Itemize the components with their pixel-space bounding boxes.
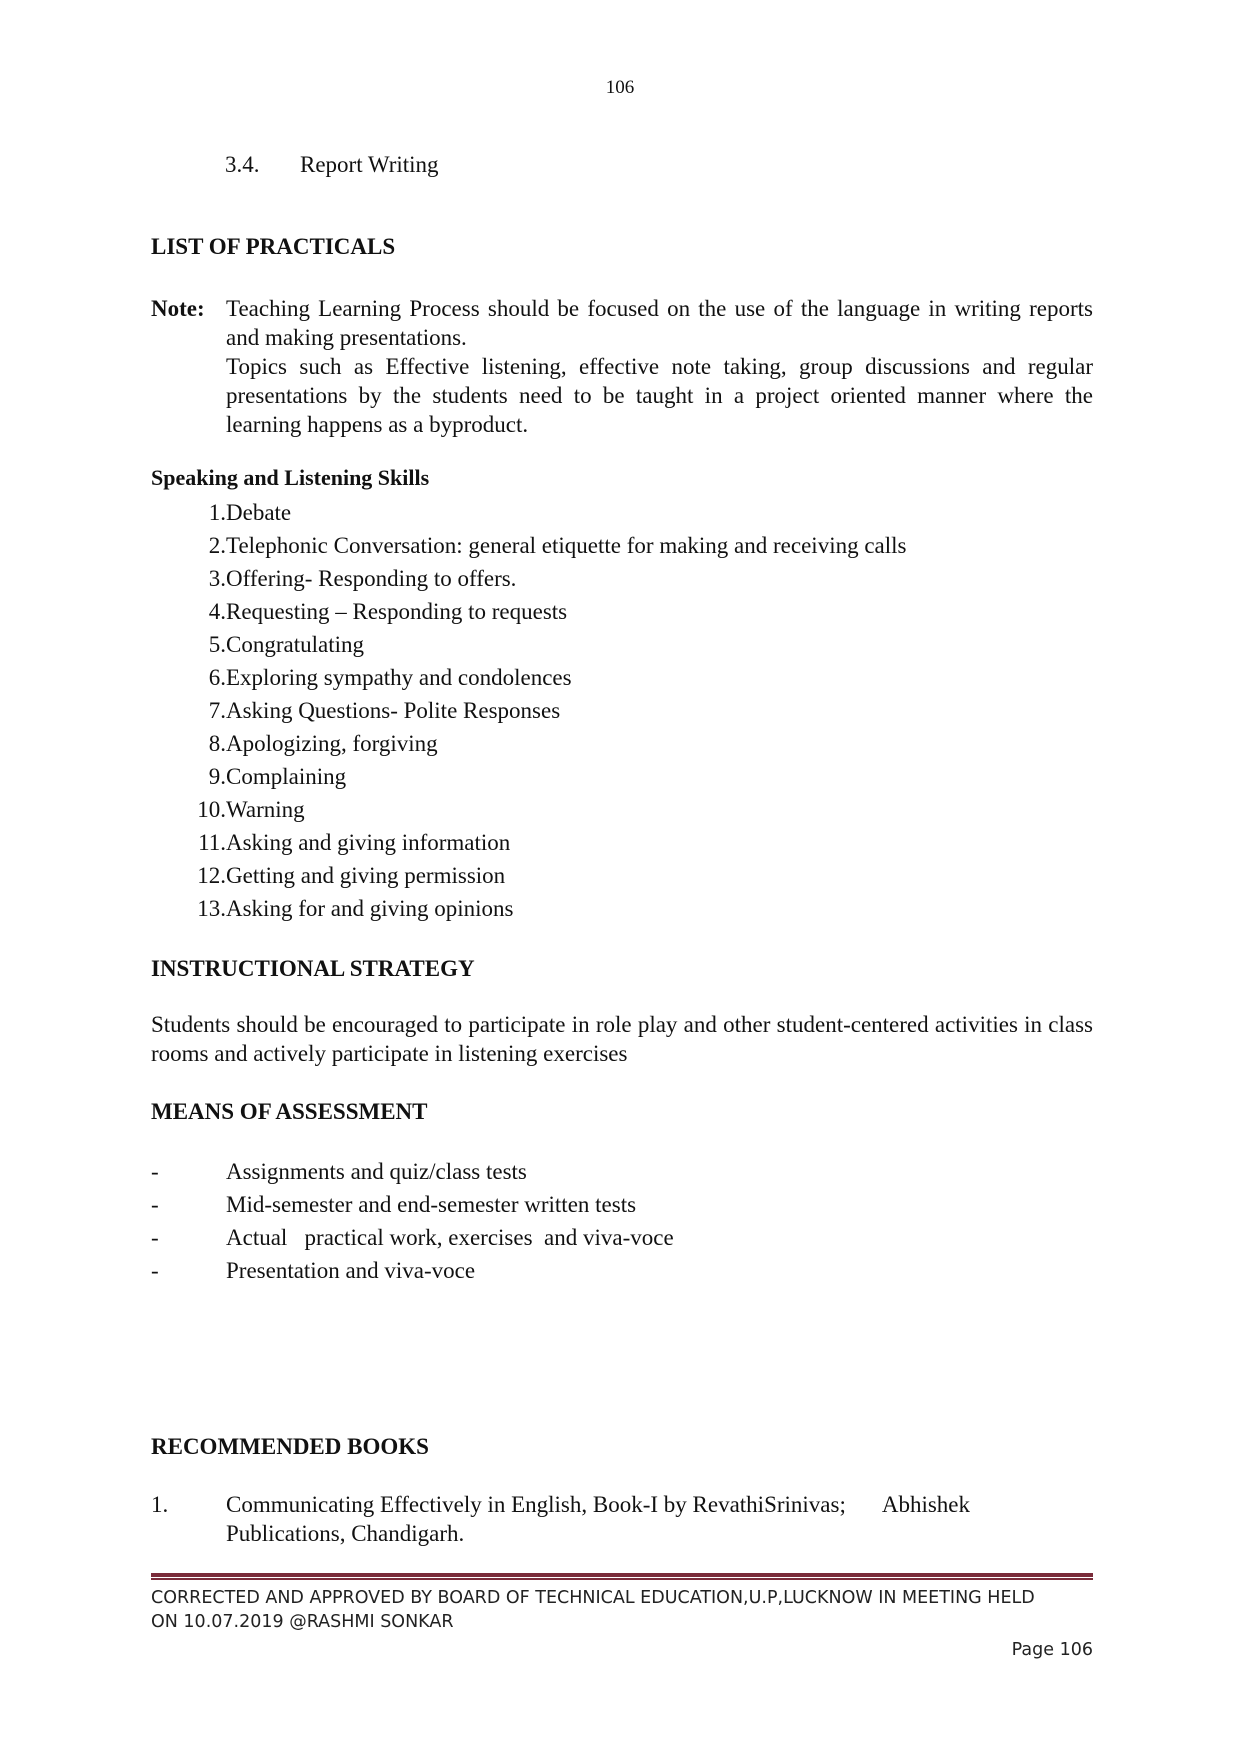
item-text: Warning	[226, 797, 305, 822]
item-text: Assignments and quiz/class tests	[226, 1159, 527, 1184]
list-item	[151, 661, 906, 694]
note-paragraph: Teaching Learning Process should be focused on the use of the language in writing reports and making presentations.	[226, 296, 1093, 350]
item-number: 9.	[208, 764, 226, 789]
book-title: Communicating Effectively in English, Book-I by RevathiSrinivas;	[226, 1492, 846, 1517]
item-text: Asking Questions- Polite Responses	[226, 698, 561, 723]
practicals-heading: LIST OF PRACTICALS	[151, 234, 396, 259]
item-number: 3.	[208, 566, 226, 591]
item-text: Congratulating	[226, 632, 364, 657]
list-item	[151, 694, 906, 727]
footer-rule	[151, 1573, 1093, 1580]
item-text: Telephonic Conversation: general etiquette for making and receiving calls	[226, 533, 907, 558]
list-item	[151, 859, 906, 892]
assessment-list	[151, 1155, 674, 1287]
book-number: 1.	[151, 1492, 169, 1517]
list-item	[151, 892, 906, 925]
item-number: 5.	[208, 632, 226, 657]
item-number: 1.	[208, 500, 226, 525]
book-text	[226, 1490, 1093, 1548]
book-entry	[151, 1490, 1093, 1548]
list-item	[151, 496, 906, 529]
list-item	[151, 1221, 674, 1254]
list-item	[151, 595, 906, 628]
item-number: 6.	[208, 665, 226, 690]
item-number: 12.	[197, 863, 226, 888]
list-item	[151, 628, 906, 661]
note-paragraph: Topics such as Effective listening, effective note taking, group discussions and regular presentations by the students need to be taught in a project oriented manner where the learning happens as a byproduct.	[226, 354, 1093, 437]
skills-list	[151, 496, 906, 925]
page-number-top: 106	[605, 77, 635, 98]
footer-line: ON 10.07.2019 @RASHMI SONKAR	[151, 1612, 454, 1632]
list-item	[151, 826, 906, 859]
list-item	[151, 562, 906, 595]
item-number: 10.	[197, 797, 226, 822]
item-number: 4.	[208, 599, 226, 624]
item-text: Asking and giving information	[226, 830, 511, 855]
item-number: 7.	[208, 698, 226, 723]
item-number: 11.	[198, 830, 226, 855]
books-heading: RECOMMENDED BOOKS	[151, 1434, 429, 1459]
note-block	[151, 294, 1093, 439]
item-text: Actual practical work, exercises and viva-voce	[226, 1225, 674, 1250]
item-text: Debate	[226, 500, 292, 525]
book-publisher: Abhishek Publications, Chandigarh.	[226, 1492, 971, 1546]
note-label: Note:	[151, 296, 205, 321]
bullet-dash: -	[151, 1192, 159, 1217]
item-text: Presentation and viva-voce	[226, 1258, 476, 1283]
bullet-dash: -	[151, 1258, 159, 1283]
footer-line: CORRECTED AND APPROVED BY BOARD OF TECHNICAL EDUCATION,U.P,LUCKNOW IN MEETING HELD	[151, 1588, 1035, 1608]
item-text: Asking for and giving opinions	[226, 896, 514, 921]
list-item	[151, 1254, 674, 1287]
list-item	[151, 760, 906, 793]
list-item	[151, 1155, 674, 1188]
assessment-heading: MEANS OF ASSESSMENT	[151, 1099, 428, 1124]
list-item	[151, 529, 906, 562]
item-text: Exploring sympathy and condolences	[226, 665, 572, 690]
bullet-dash: -	[151, 1225, 159, 1250]
item-text: Apologizing, forgiving	[226, 731, 438, 756]
item-number: 2.	[208, 533, 226, 558]
item-text: Complaining	[226, 764, 347, 789]
item-text: Requesting – Responding to requests	[226, 599, 568, 624]
item-number: 13.	[197, 896, 226, 921]
section-heading	[225, 150, 439, 179]
item-text: Offering- Responding to offers.	[226, 566, 517, 591]
footer-approval-text	[151, 1586, 1093, 1634]
item-text: Mid-semester and end-semester written tests	[226, 1192, 637, 1217]
section-number: 3.4.	[225, 152, 260, 177]
strategy-paragraph: Students should be encouraged to participate in role play and other student-centered activities in class rooms and actively participate in listening exercises	[151, 1012, 1093, 1066]
note-body	[226, 294, 1093, 439]
item-text: Getting and giving permission	[226, 863, 506, 888]
bullet-dash: -	[151, 1159, 159, 1184]
list-item	[151, 793, 906, 826]
list-item	[151, 727, 906, 760]
list-item	[151, 1188, 674, 1221]
strategy-heading: INSTRUCTIONAL STRATEGY	[151, 956, 475, 981]
item-number: 8.	[208, 731, 226, 756]
footer-page-number: Page 106	[1011, 1640, 1093, 1660]
section-title: Report Writing	[300, 152, 439, 177]
skills-heading: Speaking and Listening Skills	[151, 465, 430, 490]
